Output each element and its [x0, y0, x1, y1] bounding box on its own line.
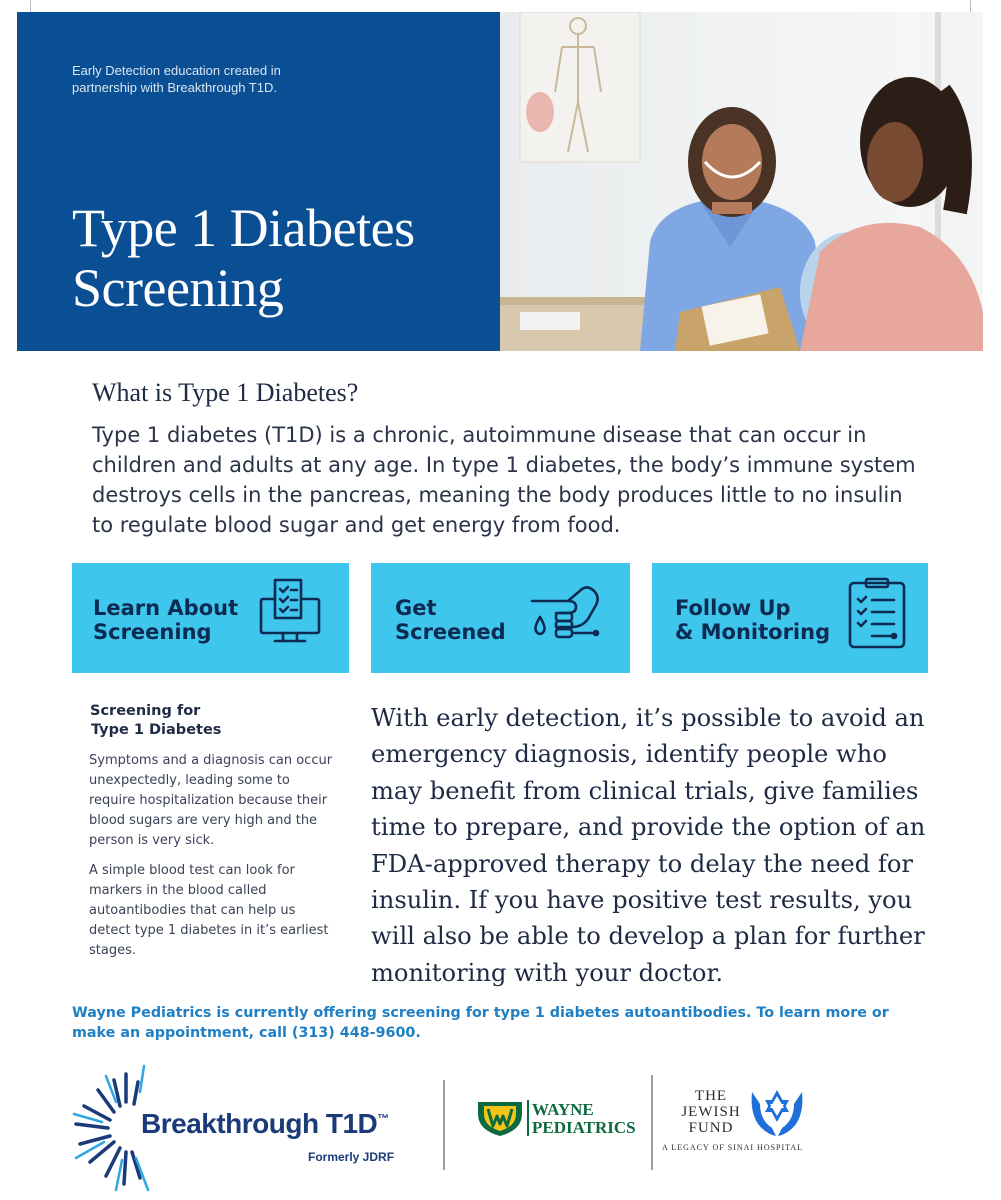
sidebar-title-line: Screening for — [90, 703, 201, 719]
wayne-wordmark-line: WAYNE — [532, 1100, 594, 1119]
page-title-line: Screening — [72, 258, 284, 318]
computer-checklist-icon — [255, 577, 325, 645]
hero-photo-illustration — [500, 12, 983, 351]
page-title — [72, 198, 492, 318]
jewish-fund-wordmark-line: JEWISH — [681, 1104, 741, 1120]
card-label — [395, 596, 506, 644]
card-learn-about-screening[interactable] — [72, 563, 349, 673]
page-title-line: Type 1 Diabetes — [72, 198, 415, 258]
card-label — [93, 596, 238, 644]
trademark-symbol: ™ — [377, 1111, 389, 1126]
card-label-line: Screened — [395, 620, 506, 644]
formerly-jdrf-label: Formerly JDRF — [308, 1150, 395, 1164]
sidebar-paragraph: Symptoms and a diagnosis can occur unexpectedly, leading some to require hospitalization because their blood sugars are very high and the person is very sick. — [89, 753, 333, 848]
card-label-line: & Monitoring — [675, 620, 831, 644]
card-label-line: Follow Up — [675, 596, 791, 620]
sidebar-title — [90, 702, 290, 740]
wayne-shield-icon — [476, 1098, 524, 1138]
hero-photo-nurse-patient — [500, 12, 983, 351]
sidebar-paragraph: A simple blood test can look for markers in the blood called autoantibodies that can help us detect type 1 diabetes in it’s earliest stages. — [89, 863, 329, 958]
jewish-fund-wordmark-line: FUND — [688, 1120, 734, 1136]
jewish-fund-wordmark — [668, 1088, 754, 1136]
clipboard-checklist-icon — [844, 577, 910, 651]
card-label-line: Learn About — [93, 596, 239, 620]
call-to-action: Wayne Pediatrics is currently offering screening for type 1 diabetes autoantibodies. To learn more or make an appointment, call (313) 448-9600. — [72, 1005, 889, 1041]
footer-divider — [443, 1080, 445, 1170]
breakthrough-t1d-name — [141, 1108, 389, 1140]
section-heading: What is Type 1 Diabetes? — [92, 378, 359, 407]
jewish-fund-wordmark-line: THE — [694, 1088, 728, 1104]
card-get-screened[interactable] — [371, 563, 630, 673]
card-label — [675, 596, 830, 644]
breakthrough-burst-icon — [72, 1062, 152, 1194]
jewish-fund-tagline: A LEGACY OF SINAI HOSPITAL — [662, 1143, 804, 1152]
wayne-pediatrics-wordmark — [532, 1101, 636, 1137]
wayne-logo-bar — [527, 1100, 529, 1136]
card-label-line: Get — [395, 596, 437, 620]
breakthrough-t1d-wordmark: Breakthrough T1D — [141, 1108, 378, 1139]
hero-tagline: Early Detection education created in partnership with Breakthrough T1D. — [72, 63, 281, 95]
footer-divider — [651, 1075, 653, 1170]
card-follow-up-monitoring[interactable] — [652, 563, 928, 673]
card-label-line: Screening — [93, 620, 212, 644]
star-of-david-hands-icon — [748, 1082, 806, 1142]
finger-blood-drop-icon — [526, 579, 606, 649]
intro-paragraph: Type 1 diabetes (T1D) is a chronic, autoimmune disease that can occur in children and adults at any age. In type 1 diabetes, the body’s immune system destroys cells in the pancreas, meaning the body produces little to no insulin to regulate blood sugar and get energy from food. — [92, 423, 916, 537]
early-detection-paragraph: With early detection, it’s possible to avoid an emergency diagnosis, identify people who may benefit from clinical trials, give families time to prepare, and provide the option of an FDA-approved therapy to delay the need for insulin. If you have positive test results, you will also be able to develop a plan for further monitoring with your doctor. — [371, 704, 926, 987]
sidebar-title-line: Type 1 Diabetes — [91, 722, 222, 738]
wayne-wordmark-line: PEDIATRICS — [532, 1118, 636, 1137]
